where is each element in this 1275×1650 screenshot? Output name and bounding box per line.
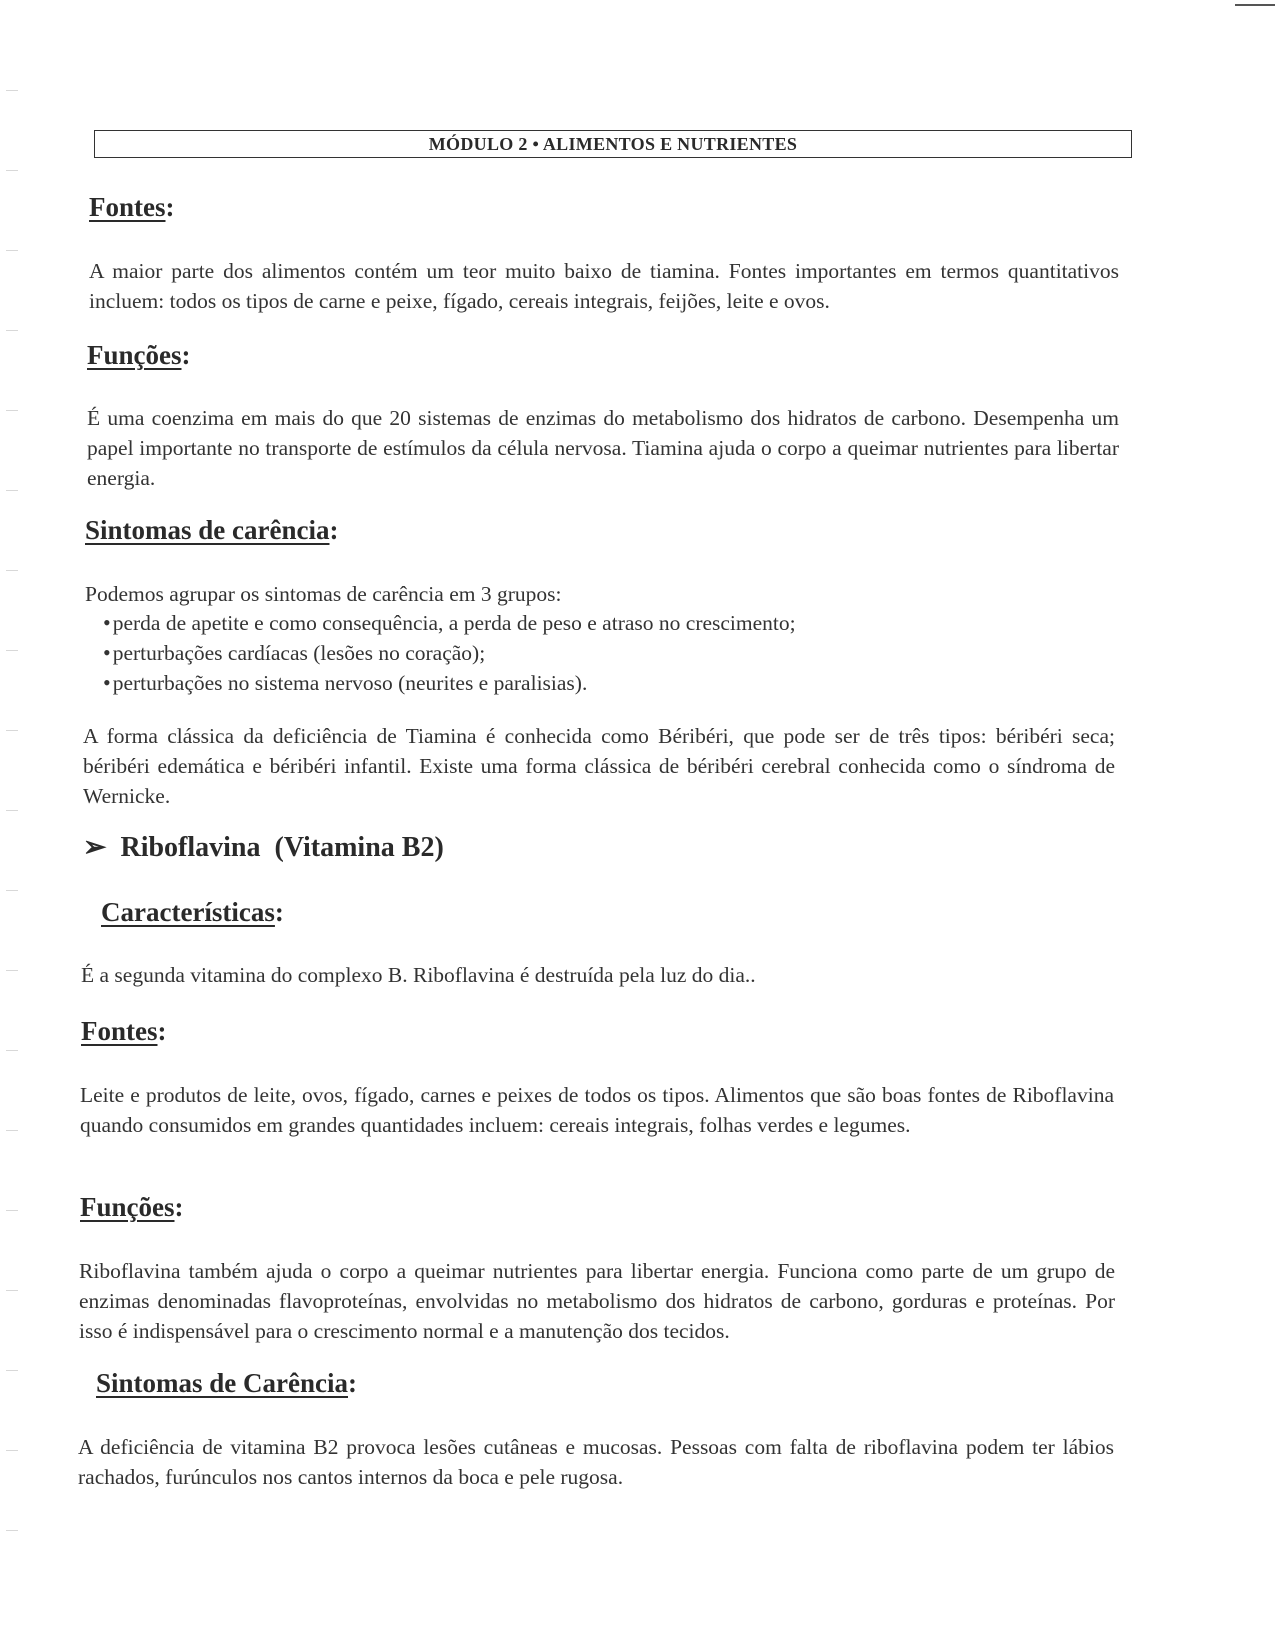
scan-margin-mark [6,890,18,891]
scan-margin-mark [6,1050,18,1051]
scan-margin-mark [6,490,18,491]
riboflavina-fontes-heading [81,1016,167,1047]
tiamina-fontes-text: A maior parte dos alimentos contém um teor muito baixo de tiamina. Fontes importantes em termos quantitativos incluem: todos os tipos de carne e peixe, fígado, cereais integrais, feijões, leite e ovos. [89,259,1119,313]
list-item: • perturbações no sistema nervoso (neurites e paralisias). [103,668,1103,698]
tiamina-sintomas-heading [85,515,338,546]
heading-colon: : [274,897,284,927]
arrow-bullet-icon: ➢ [83,832,107,863]
riboflavina-title-text: Riboflavina (Vitamina B2) [120,832,444,863]
scan-margin-mark [6,1450,18,1451]
heading-colon: : [165,192,175,222]
tiamina-sintomas-list [103,608,1103,698]
scan-margin-mark [6,250,18,251]
heading-colon: : [157,1016,167,1046]
heading-colon: : [348,1368,357,1398]
riboflavina-caracteristicas-heading [101,897,284,928]
riboflavina-sintomas-text: A deficiência de vitamina B2 provoca lesões cutâneas e mucosas. Pessoas com falta de riboflavina podem ter lábios rachados, furúnculos nos cantos internos da boca e pele rugosa. [78,1435,1114,1489]
heading-colon: : [181,340,191,370]
list-item: • perturbações cardíacas (lesões no coração); [103,638,1103,668]
riboflavina-caracteristicas-text: É a segunda vitamina do complexo B. Riboflavina é destruída pela luz do dia.. [81,963,756,987]
scan-margin-mark [6,1210,18,1211]
scan-margin-mark [6,1290,18,1291]
tiamina-beriberi-text: A forma clássica da deficiência de Tiamina é conhecida como Béribéri, que pode ser de três tipos: béribéri seca; béribéri edemática e béribéri infantil. Existe uma forma clássica de béribéri cerebral conhecida como o síndroma de Wernicke. [83,724,1115,808]
scan-margin-mark [6,1130,18,1131]
scan-margin-mark [6,650,18,651]
heading-colon: : [174,1192,184,1222]
riboflavina-sintomas-heading-text: Sintomas de Carência [96,1368,348,1398]
tiamina-funcoes-heading-text: Funções [87,340,182,370]
scan-margin-mark [6,170,18,171]
riboflavina-fontes-text: Leite e produtos de leite, ovos, fígado, carnes e peixes de todos os tipos. Alimentos que são boas fontes de Riboflavina quando consumidos em grandes quantidades incluem: cereais integrais, folhas verdes e legumes. [80,1083,1114,1137]
riboflavina-caracteristicas-heading-text: Características [101,897,275,927]
tiamina-funcoes-heading [87,340,191,371]
riboflavina-fontes-heading-text: Fontes [81,1016,158,1046]
heading-colon: : [329,515,339,545]
riboflavina-funcoes-text: Riboflavina também ajuda o corpo a queimar nutrientes para libertar energia. Funciona como parte de um grupo de enzimas denominadas flavoproteínas, envolvidas no metabolismo dos hidratos de carbono, gorduras e proteínas. Por isso é indispensável para o crescimento normal e a manutenção dos tecidos. [79,1259,1115,1343]
scan-margin-mark [6,970,18,971]
tiamina-sintomas-intro: Podemos agrupar os sintomas de carência em 3 grupos: [85,582,562,606]
scan-margin-mark [6,730,18,731]
tiamina-fontes-heading-text: Fontes [89,192,166,222]
scan-margin-mark [6,1370,18,1371]
riboflavina-sintomas-heading [96,1368,357,1399]
scan-corner-mark [1235,4,1275,6]
scan-margin-mark [6,810,18,811]
riboflavina-section-title [83,830,444,864]
scan-margin-mark [6,1530,18,1531]
module-header: MÓDULO 2 • ALIMENTOS E NUTRIENTES [94,130,1132,158]
scan-margin-mark [6,330,18,331]
scan-margin-mark [6,570,18,571]
tiamina-sintomas-heading-text: Sintomas de carência [85,515,330,545]
scan-margin-mark [6,90,18,91]
riboflavina-funcoes-heading [80,1192,184,1223]
tiamina-fontes-heading [89,192,175,223]
scan-margin-mark [6,410,18,411]
riboflavina-funcoes-heading-text: Funções [80,1192,175,1222]
tiamina-funcoes-text: É uma coenzima em mais do que 20 sistemas de enzimas do metabolismo dos hidratos de carbono. Desempenha um papel importante no transporte de estímulos da célula nervosa. Tiamina ajuda o corpo a queimar nutrientes para libertar energia. [87,406,1119,490]
list-item: • perda de apetite e como consequência, a perda de peso e atraso no crescimento; [103,608,1103,638]
